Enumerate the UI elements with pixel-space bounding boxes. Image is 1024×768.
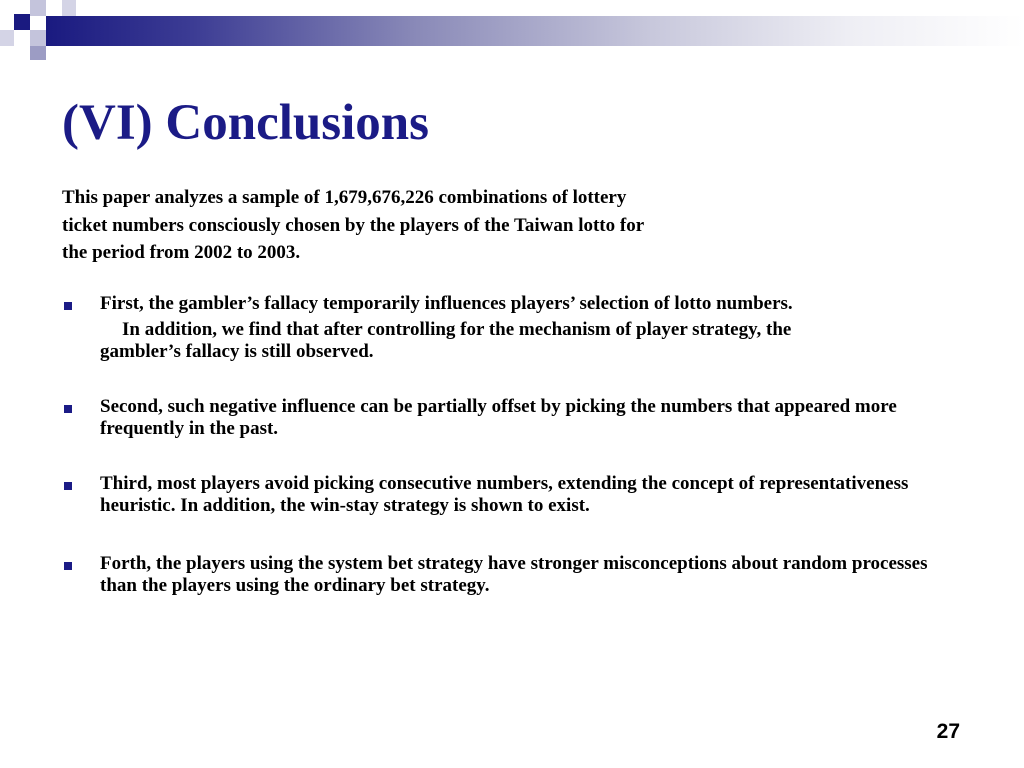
conclusion-item-third [62, 473, 962, 517]
conclusion-item-forth [62, 553, 962, 597]
square-bullet-icon [64, 302, 72, 310]
list-spacer [62, 363, 962, 396]
conclusions-list [62, 293, 962, 597]
deco-square [14, 14, 30, 30]
intro-paragraph [62, 184, 822, 267]
conclusion-text: First, the gambler’s fallacy temporarily influences players’ selection of lotto numbers. [100, 293, 793, 314]
conclusion-text-continued [100, 319, 962, 363]
header-gradient-bar [46, 16, 1024, 46]
deco-square [30, 46, 46, 60]
conclusion-text: Second, such negative influence can be partially offset by picking the numbers that appeared more frequently in the past. [100, 396, 897, 439]
conclusion-item-first [62, 293, 962, 363]
page-number: 27 [936, 720, 960, 743]
slide-title: (VI) Conclusions [62, 95, 429, 151]
conclusion-text: Forth, the players using the system bet strategy have stronger misconceptions about random processes than the players using the ordinary bet strategy. [100, 553, 928, 596]
square-bullet-icon [64, 405, 72, 413]
deco-square [62, 0, 76, 16]
conclusion-item-second [62, 396, 962, 440]
list-spacer [62, 517, 962, 553]
intro-line: ticket numbers consciously chosen by the players of the Taiwan lotto for [62, 214, 645, 236]
conclusion-text-line: In addition, we find that after controlling for the mechanism of player strategy, the [122, 319, 792, 340]
list-spacer [62, 440, 962, 473]
conclusion-text: Third, most players avoid picking consecutive numbers, extending the concept of representativeness heuristic. In addition, the win-stay strategy is shown to exist. [100, 473, 909, 516]
square-bullet-icon [64, 562, 72, 570]
deco-square [30, 30, 46, 46]
conclusion-text-line: gambler’s fallacy is still observed. [100, 341, 374, 362]
intro-line: This paper analyzes a sample of 1,679,676,226 combinations of lottery [62, 187, 627, 208]
square-bullet-icon [64, 482, 72, 490]
intro-line: the period from 2002 to 2003. [62, 242, 301, 263]
deco-square [30, 0, 46, 16]
deco-square [0, 30, 14, 46]
